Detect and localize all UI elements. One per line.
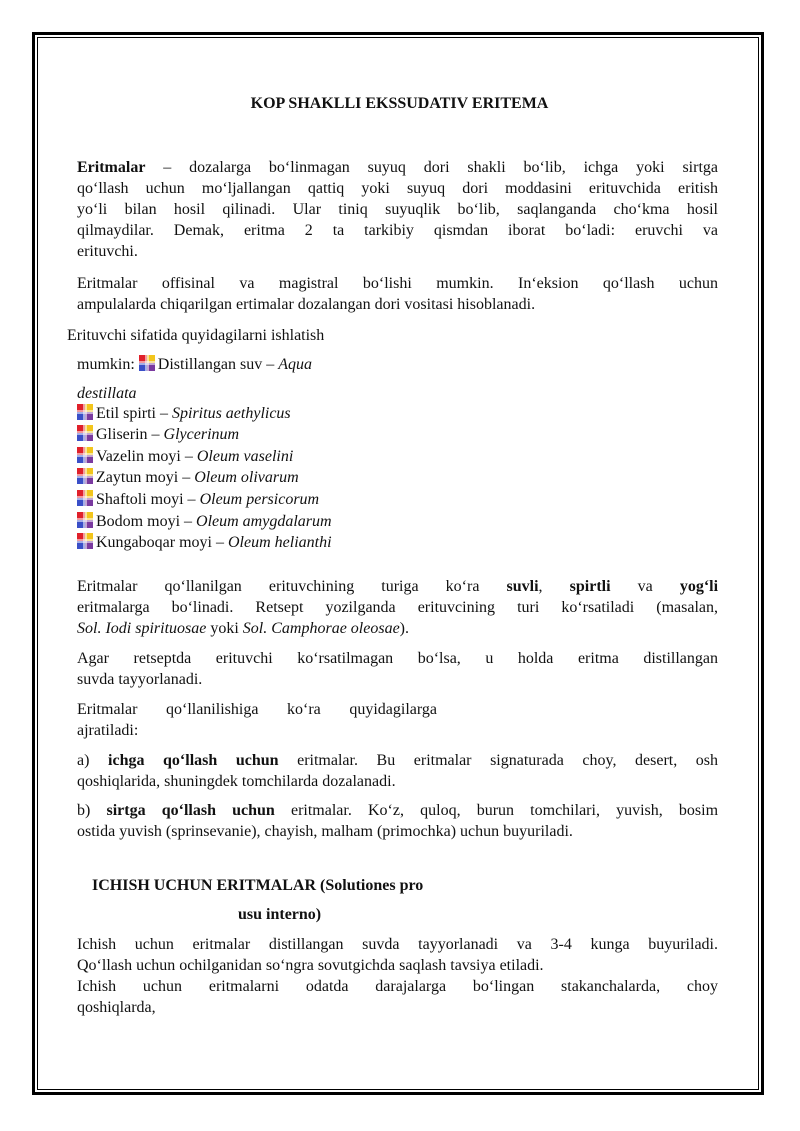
solvent-name: Kungaboqar moyi – — [96, 534, 224, 551]
term-spirtli: spirtli — [569, 578, 611, 595]
section-heading-continuation: usu interno) — [238, 906, 322, 923]
list-marker: a) — [77, 752, 90, 769]
paragraph-line: ajratiladi: — [77, 722, 139, 739]
term-internal-use: ichga qo‘llash uchun — [108, 752, 279, 769]
list-item — [77, 403, 291, 424]
paragraph-line: – dozalarga bo‘linmagan suyuq dori shakli bo‘lib, ichga yoki sirtga — [163, 159, 718, 176]
paragraph-line: suvda tayyorlanadi. — [77, 671, 203, 688]
paragraph-types — [77, 273, 718, 315]
list-item — [77, 489, 319, 510]
paragraph-external-use — [77, 800, 718, 842]
solvent-latin: Oleum amygdalarum — [196, 513, 332, 530]
paragraph-line: qoshiqlarida, shuningdek tomchilarda dozalanadi. — [77, 773, 396, 790]
paragraph-line: Ichish uchun eritmalar distillangan suvda tayyorlanadi va 3-4 kunga buyuriladi. — [77, 936, 718, 953]
four-color-square-bullet-icon — [77, 447, 93, 463]
four-color-square-bullet-icon — [77, 468, 93, 484]
solvent-latin: Oleum helianthi — [227, 534, 332, 551]
paragraph-line: Eritmalar offisinal va magistral bo‘lishi mumkin. In‘eksion qo‘llash uchun — [77, 275, 718, 292]
paragraph-line: qilmaydilar. Demak, eritma 2 ta tarkibiy qismdan iborat bo‘ladi: eruvchi va — [77, 222, 718, 239]
paragraph-line: qoshiqlarda, — [77, 999, 156, 1016]
paragraph-text: eritmalar. Bu eritmalar signaturada choy, desert, osh — [297, 752, 719, 769]
list-item — [77, 511, 332, 532]
solvent-name: Etil spirti – — [96, 405, 168, 422]
latin-example: Sol. Camphorae oleosae — [242, 620, 400, 637]
list-item — [77, 467, 299, 488]
paragraph-line: yo‘li bilan hosil qilinadi. Ular tiniq suyuqlik bo‘lib, saqlanganda cho‘kma hosil — [77, 201, 718, 218]
solvent-latin: Oleum vaselini — [196, 448, 294, 465]
paragraph-text: Eritmalar qo‘llanilgan erituvchining turiga ko‘ra — [77, 578, 480, 595]
paragraph-default-solvent — [77, 648, 718, 690]
list-item — [77, 446, 293, 467]
paragraph-line: eritmalarga bo‘linadi. Retsept yozilganda erituvcining turi ko‘rsatiladi (masalan, — [77, 599, 718, 616]
paragraph-text: yoki — [210, 620, 239, 637]
four-color-square-bullet-icon — [77, 490, 93, 506]
list-item — [77, 354, 312, 375]
paragraph-internal-use — [77, 750, 718, 792]
paragraph-text: ). — [399, 620, 409, 637]
four-color-square-bullet-icon — [139, 355, 155, 371]
section-heading: ICHISH UCHUN ERITMALAR (Solutiones pro — [92, 877, 424, 894]
solvent-latin: Oleum olivarum — [194, 469, 299, 486]
solvent-name: Bodom moyi – — [96, 513, 193, 530]
four-color-square-bullet-icon — [77, 425, 93, 441]
solvent-latin: Oleum persicorum — [199, 491, 320, 508]
solvent-latin: Glycerinum — [163, 426, 240, 443]
solvent-latin-continuation: destillata — [77, 385, 137, 402]
solvent-name: Zaytun moyi – — [96, 469, 191, 486]
paragraph-text: , — [538, 578, 543, 595]
latin-example: Sol. Iodi spirituosae — [77, 620, 207, 637]
paragraph-line: qo‘llash uchun mo‘ljallangan qattiq yoki suyuq dori moddasini erituvchida eritish — [77, 180, 718, 197]
paragraph-definition — [77, 157, 718, 262]
solvent-name: Distillangan suv – — [157, 356, 275, 373]
solvent-latin: Spiritus aethylicus — [172, 405, 291, 422]
paragraph-solvent-types — [77, 576, 718, 639]
term-eritmalar: Eritmalar — [77, 159, 146, 176]
paragraph-line: ostida yuvish (sprinsevanie), chayish, malham (primochka) uchun buyuriladi. — [77, 823, 573, 840]
solvent-name: Shaftoli moyi – — [96, 491, 196, 508]
list-item-continuation — [77, 383, 137, 404]
list-item — [77, 532, 332, 553]
paragraph-usage-split — [77, 699, 437, 741]
paragraph-line: Qo‘llash uchun ochilganidan so‘ngra sovutgichda saqlash tavsiya etiladi. — [77, 957, 544, 974]
solvents-mumkin-label: mumkin: — [77, 356, 135, 373]
solvent-name: Gliserin – — [96, 426, 160, 443]
paragraph-line: ampulalarda chiqarilgan ertimalar dozalangan dori vositasi hisoblanadi. — [77, 296, 536, 313]
term-external-use: sirtga qo‘llash uchun — [106, 802, 275, 819]
paragraph-line: Ichish uchun eritmalarni odatda darajalarga bo‘lingan stakanchalarda, choy — [77, 978, 718, 995]
paragraph-oral-solutions — [77, 934, 718, 1018]
document-title: KOP SHAKLLI EKSSUDATIV ERITEMA — [250, 95, 549, 112]
term-yogli: yog‘li — [679, 578, 719, 595]
paragraph-line: erituvchi. — [77, 243, 138, 260]
four-color-square-bullet-icon — [77, 404, 93, 420]
solvents-intro: Erituvchi sifatida quyidagilarni ishlatish — [67, 327, 325, 344]
paragraph-line: Eritmalar qo‘llanilishiga ko‘ra quyidagilarga — [77, 701, 437, 718]
four-color-square-bullet-icon — [77, 512, 93, 528]
term-suvli: suvli — [506, 578, 539, 595]
four-color-square-bullet-icon — [77, 533, 93, 549]
list-item — [77, 424, 239, 445]
solvent-latin: Aqua — [278, 356, 312, 373]
solvent-name: Vazelin moyi – — [96, 448, 193, 465]
paragraph-line: Agar retseptda erituvchi ko‘rsatilmagan bo‘lsa, u holda eritma distillangan — [77, 650, 718, 667]
paragraph-text: eritmalar. Ko‘z, quloq, burun tomchilari, yuvish, bosim — [290, 802, 719, 819]
paragraph-text: va — [637, 578, 653, 595]
list-marker: b) — [77, 802, 91, 819]
